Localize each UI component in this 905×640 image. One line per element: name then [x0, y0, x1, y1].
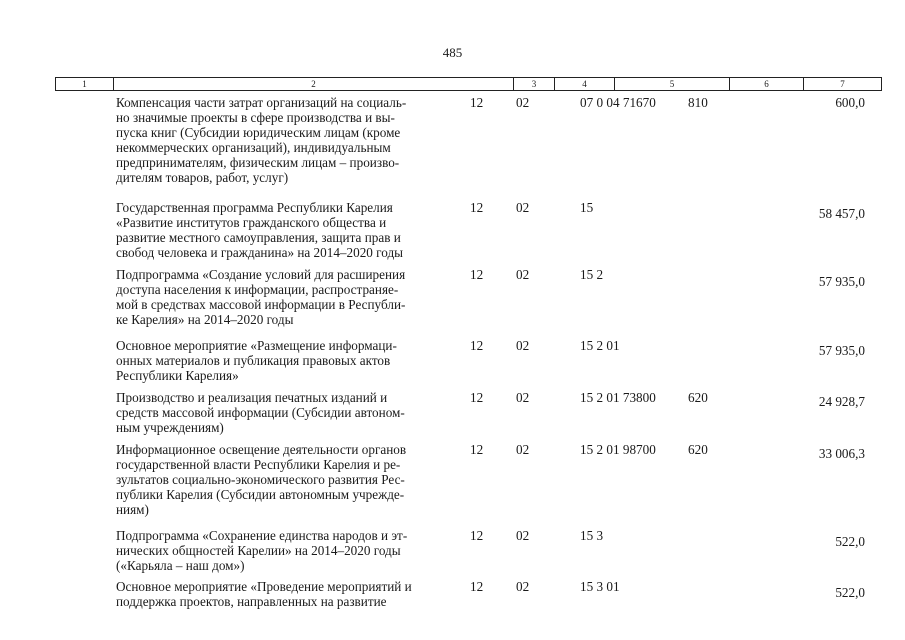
- row-subsection: 02: [516, 442, 530, 457]
- row-amount: 522,0: [835, 585, 865, 600]
- column-header-7: 7: [803, 78, 881, 90]
- row-subsection: 02: [516, 579, 530, 594]
- column-header-2: 2: [113, 78, 513, 90]
- row-expense-type: 810: [688, 95, 708, 110]
- row-description: Производство и реализация печатных изданий и средств массовой информации (Субсидии автоном- ным учреждениям): [116, 390, 405, 435]
- row-description: Компенсация части затрат организаций на социаль- но значимые проекты в сфере производства и вы- пуска книг (Субсидии юридическим лицам (кроме некоммерческих организаций), индивидуальным предпринимателям, физическим лицам – произво- дителям товаров, работ, услуг): [116, 95, 407, 185]
- page-number: 485: [442, 45, 463, 60]
- column-header-3: 3: [513, 78, 554, 90]
- row-section: 12: [470, 442, 484, 457]
- row-subsection: 02: [516, 95, 530, 110]
- row-target-article: 15 3: [580, 528, 604, 543]
- column-header-5: 5: [614, 78, 729, 90]
- row-amount: 33 006,3: [818, 446, 865, 461]
- row-amount: 24 928,7: [818, 394, 865, 409]
- row-section: 12: [470, 267, 484, 282]
- row-section: 12: [470, 200, 484, 215]
- row-amount: 57 935,0: [818, 274, 865, 289]
- row-target-article: 15: [580, 200, 594, 215]
- row-subsection: 02: [516, 390, 530, 405]
- row-target-article: 15 2 01 98700: [580, 442, 656, 457]
- row-expense-type: 620: [688, 390, 708, 405]
- row-description: Подпрограмма «Создание условий для расширения доступа населения к информации, распространяе- мой в средствах массовой информации в Республи- ке Карелия» на 2014–2020 годы: [116, 267, 406, 327]
- row-subsection: 02: [516, 528, 530, 543]
- row-description: Информационное освещение деятельности органов государственной власти Республики Карелия и ре- зультатов социально-экономического развития Рес- публики Карелия (Субсидии автономным учрежде- ниям): [116, 442, 407, 517]
- column-header-4: 4: [554, 78, 614, 90]
- row-amount: 58 457,0: [818, 206, 865, 221]
- row-target-article: 15 2 01 73800: [580, 390, 656, 405]
- row-amount: 600,0: [835, 95, 865, 110]
- row-target-article: 15 3 01: [580, 579, 620, 594]
- row-amount: 57 935,0: [818, 343, 865, 358]
- row-amount: 522,0: [835, 534, 865, 549]
- row-section: 12: [470, 528, 484, 543]
- row-section: 12: [470, 579, 484, 594]
- row-section: 12: [470, 390, 484, 405]
- row-description: Основное мероприятие «Размещение информаци- онных материалов и публикация правовых актов Республики Карелия»: [116, 338, 397, 383]
- row-target-article: 15 2 01: [580, 338, 620, 353]
- row-description: Государственная программа Республики Карелия «Развитие институтов гражданского общества и развитие местного самоуправления, защита прав и свобод человека и гражданина» на 2014–2020 годы: [116, 200, 404, 260]
- row-target-article: 07 0 04 71670: [580, 95, 656, 110]
- row-description: Основное мероприятие «Проведение мероприятий и поддержка проектов, направленных на развитие: [116, 579, 412, 609]
- row-subsection: 02: [516, 267, 530, 282]
- row-subsection: 02: [516, 200, 530, 215]
- row-section: 12: [470, 338, 484, 353]
- column-header-1: 1: [82, 79, 87, 89]
- row-section: 12: [470, 95, 484, 110]
- row-target-article: 15 2: [580, 267, 604, 282]
- row-subsection: 02: [516, 338, 530, 353]
- column-header-6: 6: [729, 78, 803, 90]
- row-expense-type: 620: [688, 442, 708, 457]
- row-description: Подпрограмма «Сохранение единства народов и эт- нических общностей Карелии» на 2014–2020 годы («Карьяла – наш дом»): [116, 528, 408, 573]
- table-header: [55, 77, 882, 91]
